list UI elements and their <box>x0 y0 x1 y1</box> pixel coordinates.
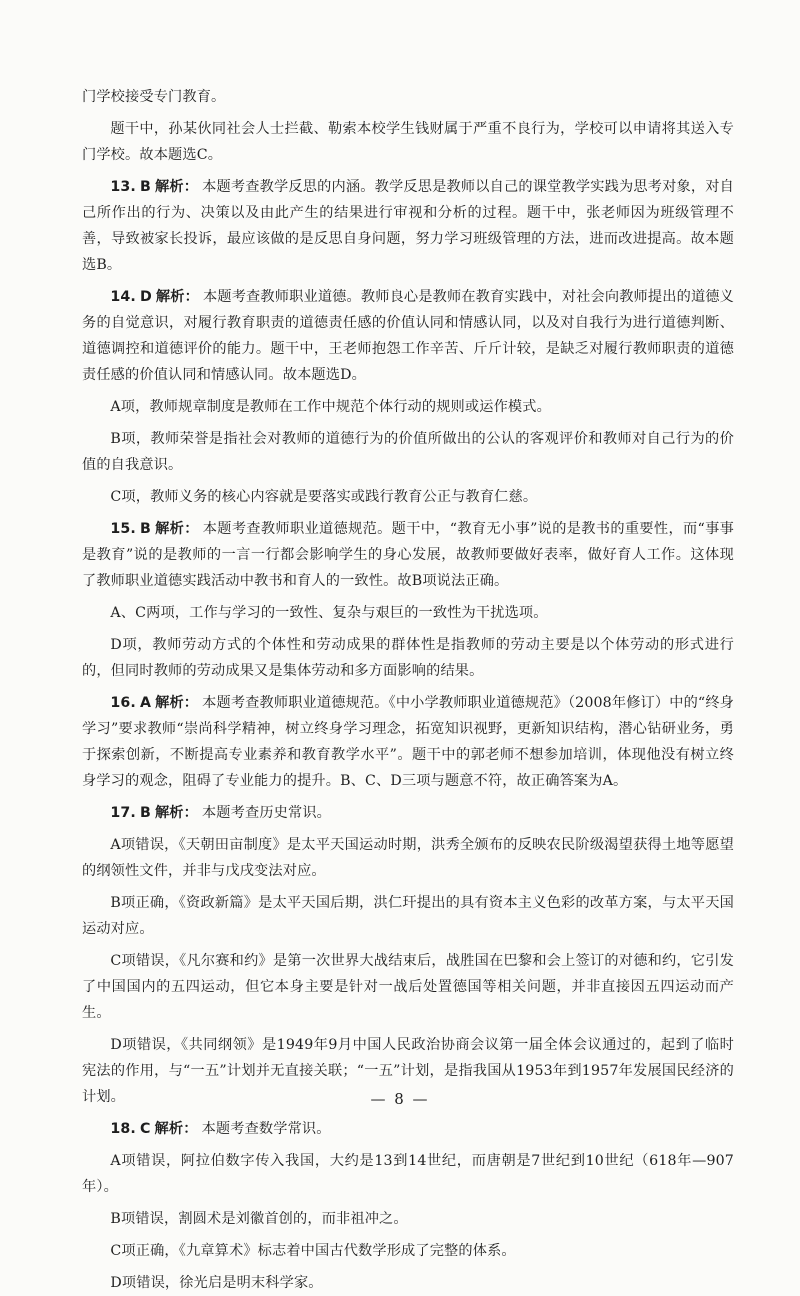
question-number: 15. <box>110 521 136 537</box>
option-explanation-ac: A、C两项，工作与学习的一致性、复杂与艰巨的一致性为干扰选项。 <box>110 605 548 621</box>
question-14 <box>82 284 734 388</box>
question-answer: A <box>139 695 152 711</box>
question-analysis: 本题考查教师职业道德规范。题干中，“教育无小事”说的是教书的重要性，而“事事是教育”说的是教师的一言一行都会影响学生的身心发展，故教师要做好表率，做好育人工作。这体现了教师职业道德实践活动中教书和育人的一致性。故B项说法正确。 <box>82 521 734 589</box>
question-18 <box>82 1116 734 1142</box>
question-answer: B <box>139 805 151 821</box>
option-explanation-c: C项，教师义务的核心内容就是要落实或践行教育公正与教育仁慈。 <box>110 489 538 505</box>
analysis-label: 解析： <box>154 179 199 195</box>
option-explanation-b: B项，教师荣誉是指社会对教师的道德行为的价值所做出的公认的客观评价和教师对自己行为的价值的自我意识。 <box>82 431 734 473</box>
option-explanation-b: B项错误，割圆术是刘徽首创的，而非祖冲之。 <box>110 1211 408 1227</box>
option-explanation-b: B项正确，《资政新篇》是太平天国后期，洪仁玕提出的具有资本主义色彩的改革方案，与太平天国运动对应。 <box>82 895 734 937</box>
question-17 <box>82 800 734 826</box>
option-explanation-d: D项错误，《共同纲领》是1949年9月中国人民政治协商会议第一届全体会议通过的，起到了临时宪法的作用，与“一五”计划并无直接关联；“一五”计划，是指我国从1953年到1957年发展国民经济的计划。 <box>82 1037 734 1105</box>
question-15 <box>82 516 734 594</box>
question-answer: C <box>139 1121 151 1137</box>
option-explanation-c: C项错误，《凡尔赛和约》是第一次世界大战结束后，战胜国在巴黎和会上签订的对德和约，它引发了中国国内的五四运动，但它本身主要是针对一战后处置德国等相关问题，并非直接因五四运动而产生。 <box>82 953 734 1021</box>
option-explanation-a: A项，教师规章制度是教师在工作中规范个体行动的规则或运作模式。 <box>110 399 551 415</box>
question-answer: D <box>139 289 152 305</box>
option-explanation-a: A项错误，阿拉伯数字传入我国，大约是13到14世纪，而唐朝是7世纪到10世纪（618年—907年）。 <box>82 1153 734 1195</box>
analysis-label: 解析： <box>154 805 198 821</box>
question-answer: B <box>139 521 151 537</box>
question-number: 13. <box>110 179 136 195</box>
question-answer: B <box>139 179 151 195</box>
question-analysis: 本题考查教师职业道德。教师良心是教师在教育实践中，对社会向教师提出的道德义务的自觉意识，对履行教育职责的道德责任感的价值认同和情感认同，以及对自我行为进行道德判断、道德调控和道德评价的能力。题干中，王老师抱怨工作辛苦、斤斤计较，是缺乏对履行教师职责的道德责任感的价值认同和情感认同。故本题选D。 <box>82 289 734 383</box>
analysis-label: 解析： <box>155 695 199 711</box>
question-number: 17. <box>110 805 136 821</box>
page-number: — 8 — <box>370 1090 430 1108</box>
analysis-label: 解析： <box>155 289 199 305</box>
analysis-label: 解析： <box>154 1121 198 1137</box>
paragraph-q12-conclusion: 题干中，孙某伙同社会人士拦截、勒索本校学生钱财属于严重不良行为，学校可以申请将其送入专门学校。故本题选C。 <box>82 121 734 163</box>
paragraph-continuation: 门学校接受专门教育。 <box>82 89 226 105</box>
option-explanation-d: D项，教师劳动方式的个体性和劳动成果的群体性是指教师的劳动主要是以个体劳动的形式进行的，但同时教师的劳动成果又是集体劳动和多方面影响的结果。 <box>82 637 734 679</box>
option-explanation-d: D项错误，徐光启是明末科学家。 <box>110 1275 323 1291</box>
question-16 <box>82 690 734 794</box>
question-number: 14. <box>110 289 136 305</box>
analysis-label: 解析： <box>154 521 199 537</box>
question-number: 18. <box>110 1121 136 1137</box>
option-explanation-a: A项错误，《天朝田亩制度》是太平天国运动时期，洪秀全颁布的反映农民阶级渴望获得土地等愿望的纲领性文件，并非与戊戌变法对应。 <box>82 837 734 879</box>
option-explanation-c: C项正确，《九章算术》标志着中国古代数学形成了完整的体系。 <box>110 1243 516 1259</box>
question-number: 16. <box>110 695 136 711</box>
question-analysis: 本题考查历史常识。 <box>201 805 332 821</box>
question-analysis: 本题考查教师职业道德规范。《中小学教师职业道德规范》（2008年修订）中的“终身学习”要求教师“崇尚科学精神，树立终身学习理念，拓宽知识视野，更新知识结构，潜心钻研业务，勇于探索创新，不断提高专业素养和教育教学水平”。题干中的郭老师不想参加培训，体现他没有树立终身学习的观念，阻碍了专业能力的提升。B、C、D三项与题意不符，故正确答案为A。 <box>82 695 734 789</box>
question-analysis: 本题考查教学反思的内涵。教学反思是教师以自己的课堂教学实践为思考对象，对自己所作出的行为、决策以及由此产生的结果进行审视和分析的过程。题干中，张老师因为班级管理不善，导致被家长投诉，最应该做的是反思自身问题，努力学习班级管理的方法，进而改进提高。故本题选B。 <box>82 179 734 273</box>
question-13 <box>82 174 734 278</box>
question-analysis: 本题考查数学常识。 <box>201 1121 331 1137</box>
